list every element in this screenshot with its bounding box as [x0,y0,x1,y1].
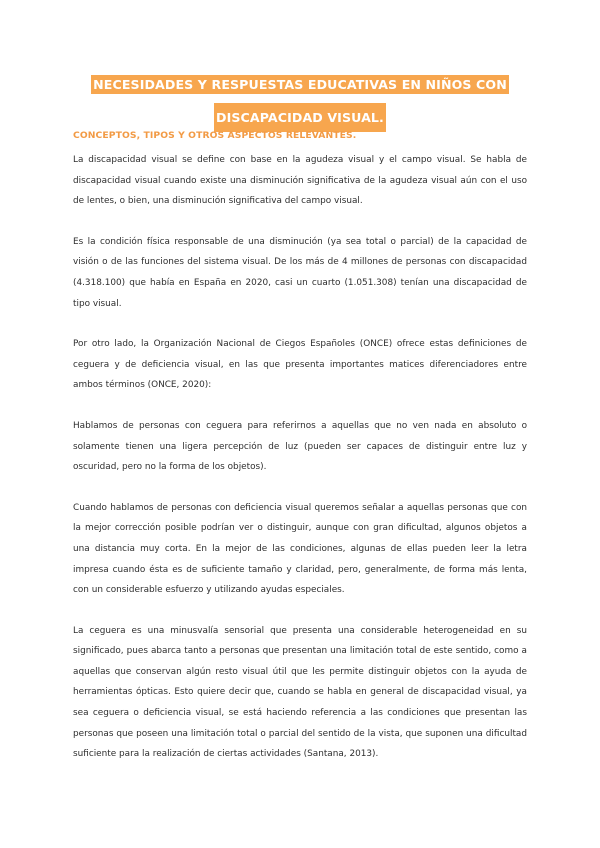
section-subtitle: CONCEPTOS, TIPOS Y OTROS ASPECTOS RELEVANTES. [73,130,357,141]
title-line-1: NECESIDADES Y RESPUESTAS EDUCATIVAS EN NIÑOS CON [93,77,507,92]
paragraph-condition: Es la condición física responsable de una disminución (ya sea total o parcial) de la capacidad de visión o de las funciones del sistema visual. De los más de 4 millones de personas con discapacidad (4.318.100) que había en España en 2020, casi un cuarto (1.051.308) tenían una discapacidad de tipo visual. [73,236,527,309]
paragraph-definition: La discapacidad visual se define con base en la agudeza visual y el campo visual. Se habla de discapacidad visual cuando existe una disminución significativa de la agudeza visual aún con el uso de lentes, o bien, una disminución significativa del campo visual. [73,155,527,207]
paragraph-deficiencia: Cuando hablamos de personas con deficiencia visual queremos señalar a aquellas personas que con la mejor corrección posible podrían ver o distinguir, aunque con gran dificultad, algunos objetos a una distancia muy corta. En la mejor de las condiciones, algunas de ellas pueden leer la letra impresa cuando ésta es de suficiente tamaño y claridad, pero, generalmente, de forma más lenta, con un considerable esfuerzo y utilizando ayudas especiales. [73,502,527,596]
paragraph-ceguera: Hablamos de personas con ceguera para referirnos a aquellas que no ven nada en absoluto o solamente tienen una ligera percepción de luz (pueden ser capaces de distinguir entre luz y oscuridad, pero no la forma de los objetos). [73,420,527,473]
title-line-2: DISCAPACIDAD VISUAL. [214,103,386,132]
document-title [60,72,540,132]
paragraph-minusvalia: La ceguera es una minusvalía sensorial que presenta una considerable heterogeneidad en su significado, pues abarca tanto a personas que presentan una limitación total de este sentido, como a aquellas que conservan algún resto visual útil que les permite distinguir objetos con la ayuda de herramientas ópticas. Esto quiere decir que, cuando se habla en general de discapacidad visual, ya sea ceguera o deficiencia visual, se está haciendo referencia a las condiciones que presentan las personas que poseen una limitación total o parcial del sentido de la vista, que suponen una dificultad suficiente para la realización de ciertas actividades (Santana, 2013). [73,625,527,760]
body-text [73,150,527,785]
paragraph-once: Por otro lado, la Organización Nacional de Ciegos Españoles (ONCE) ofrece estas definiciones de ceguera y de deficiencia visual, en las que presenta importantes matices diferenciadores entre ambos términos (ONCE, 2020): [73,339,527,391]
